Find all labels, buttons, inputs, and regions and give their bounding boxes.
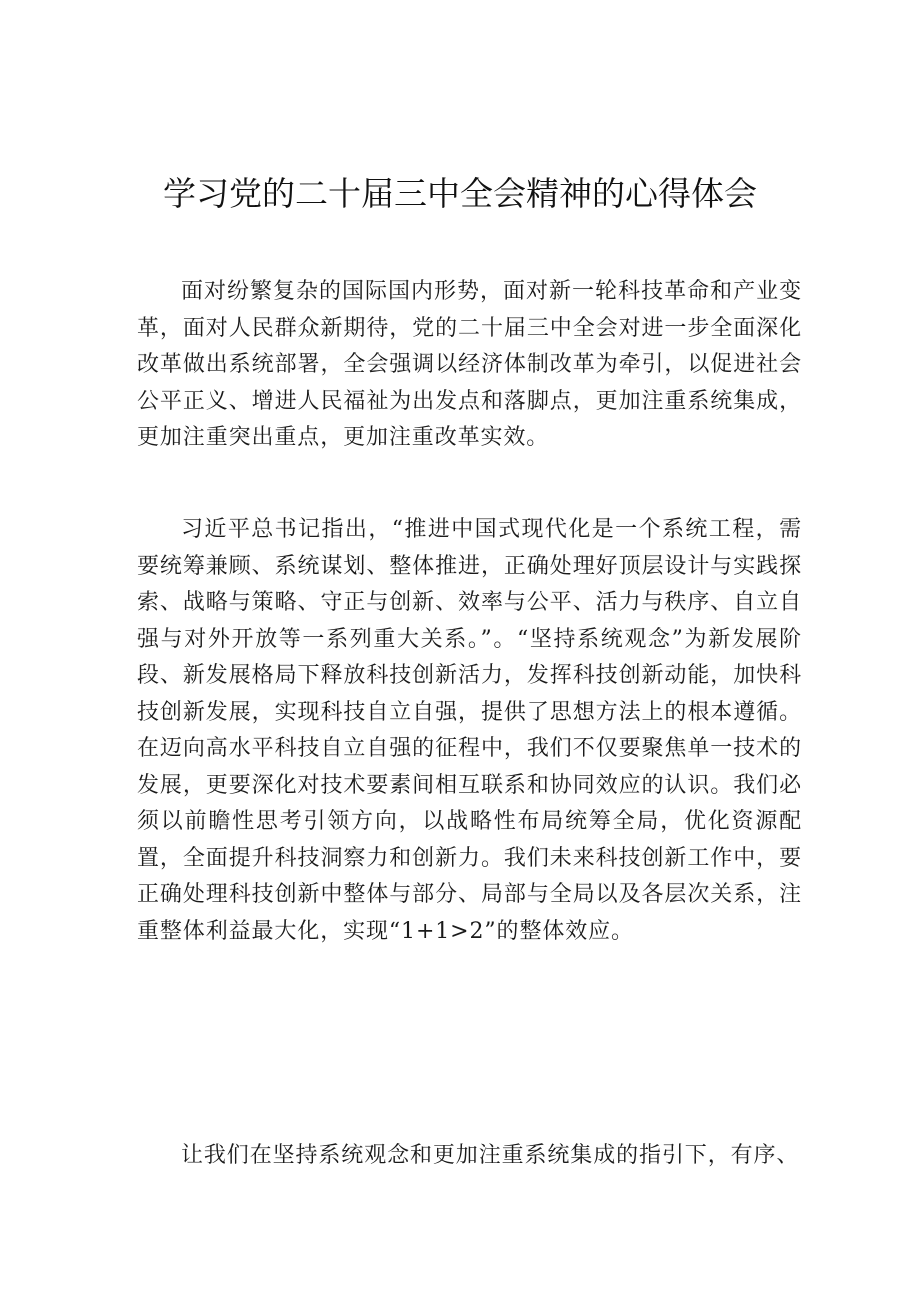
paragraph-2: 习近平总书记指出，“推进中国式现代化是一个系统工程，需要统筹兼顾、系统谋划、整体推进，正确处理好顶层设计与实践探索、战略与策略、守正与创新、效率与公平、活力与秩序、自立自强与对外开放等一系列重大关系。”。“坚持系统观念”为新发展阶段、新发展格局下释放科技创新活力，发挥科技创新动能，加快科技创新发展，实现科技自立自强，提供了思想方法上的根本遵循。在迈向高水平科技自立自强的征程中，我们不仅要聚焦单一技术的发展，更要深化对技术要素间相互联系和协同效应的认识。我们必须以前瞻性思考引领方向，以战略性布局统筹全局，优化资源配置，全面提升科技洞察力和创新力。我们未来科技创新工作中，要正确处理科技创新中整体与部分、局部与全局以及各层次关系，注重整体利益最大化，实现“1+1>2”的整体效应。 [137, 517, 802, 944]
paragraph-3: 让我们在坚持系统观念和更加注重系统集成的指引下，有序、 [181, 1143, 800, 1168]
document-title: 学习党的二十届三中全会精神的心得体会 [163, 174, 757, 213]
paragraph-1: 面对纷繁复杂的国际国内形势，面对新一轮科技革命和产业变革，面对人民群众新期待，党的二十届三中全会对进一步全面深化改革做出系统部署，全会强调以经济体制改革为牵引，以促进社会公平正义、增进人民福祉为出发点和落脚点，更加注重系统集成，更加注重突出重点，更加注重改革实效。 [137, 279, 802, 450]
